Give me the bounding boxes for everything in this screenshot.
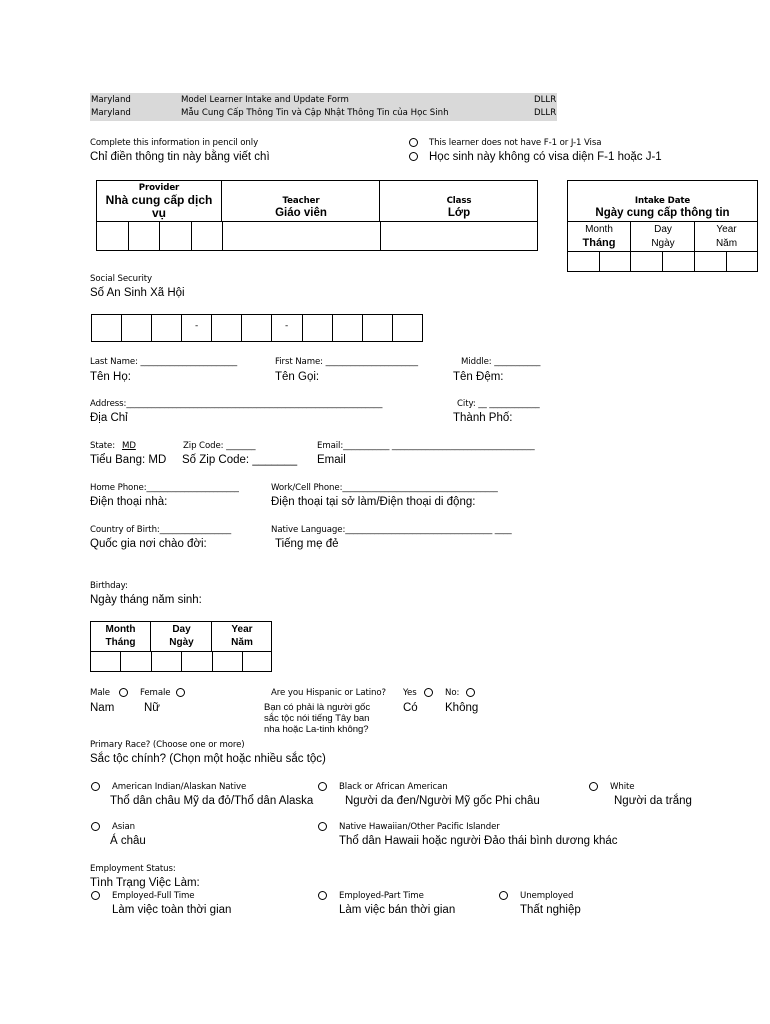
ssn-dash-2: - (285, 321, 289, 331)
address-label-vi: Địa Chỉ (90, 412, 128, 424)
birthday-day-en: Day (172, 624, 191, 635)
female-label-en: Female (140, 688, 171, 698)
employment-label-vi: Tình Trạng Việc Làm: (90, 877, 200, 889)
native-language-label-vi: Tiếng mẹ đẻ (275, 538, 339, 550)
provider-label-en: Provider (138, 183, 180, 193)
hispanic-question-vi-1: Bạn có phải là người gốc (264, 702, 371, 713)
race-black-vi: Người da đen/Người Mỹ gốc Phi châu (345, 795, 540, 807)
race-black-en: Black or African American (339, 782, 448, 792)
hispanic-no-vi: Không (445, 702, 479, 714)
email-label-vi: Email (317, 454, 346, 466)
race-black-radio[interactable] (318, 782, 327, 791)
race-white-vi: Người da trắng (614, 795, 692, 807)
header-title-vi: Mẫu Cung Cấp Thông Tin và Cập Nhật Thông Tin của Học Sinh (181, 108, 449, 118)
city-label-vi: Thành Phố: (453, 412, 513, 424)
birthday-month-header (90, 621, 151, 652)
provider-digit-4[interactable] (191, 221, 223, 251)
state-value[interactable]: MD (122, 441, 136, 451)
race-american-indian-vi: Thổ dân châu Mỹ da đỏ/Thổ dân Alaska (110, 795, 314, 807)
class-label-vi: Lớp (447, 207, 471, 219)
provider-digit-2[interactable] (128, 221, 160, 251)
birthday-label-vi: Ngày tháng năm sinh: (90, 594, 202, 606)
employment-label-en: Employment Status: (90, 864, 176, 874)
last-name-field[interactable]: Last Name: _______________________ (90, 357, 238, 367)
intake-day-vi: Ngày (651, 238, 675, 249)
home-phone-label-vi: Điện thoại nhà: (90, 496, 168, 508)
birthday-day-header (151, 621, 212, 652)
employment-part-time-radio[interactable] (318, 891, 327, 900)
instructions-en: Complete this information in pencil only (90, 138, 259, 148)
class-label-en: Class (446, 196, 472, 206)
intake-month-header (567, 221, 631, 252)
employment-full-time-vi: Làm việc toàn thời gian (112, 904, 232, 916)
last-name-label-vi: Tên Họ: (90, 371, 131, 383)
header-agency-en: DLLR (534, 95, 557, 105)
race-question-en: Primary Race? (Choose one or more) (90, 740, 245, 750)
intake-day-digit-2[interactable] (662, 251, 695, 272)
intake-year-vi: Năm (715, 238, 738, 249)
teacher-label-vi: Giáo viên (275, 207, 327, 219)
hispanic-yes-radio[interactable] (424, 688, 433, 697)
employment-part-time-vi: Làm việc bán thời gian (339, 904, 456, 916)
birthday-label-en: Birthday: (90, 581, 128, 591)
hispanic-question-vi-3: nha hoặc La-tinh không? (264, 724, 369, 735)
employment-part-time-en: Employed-Part Time (339, 891, 424, 901)
ssn-digit-1[interactable] (91, 314, 122, 342)
zip-field[interactable]: Zip Code: _______ (183, 441, 256, 451)
intake-date-header (567, 180, 758, 222)
native-language-field[interactable]: Native Language:___________________________________ ____ (271, 525, 512, 535)
birthday-year-en: Year (231, 624, 253, 635)
teacher-header (222, 180, 380, 222)
birthday-month-vi: Tháng (105, 637, 136, 648)
female-label-vi: Nữ (144, 702, 161, 714)
work-phone-label-vi: Điện thoại tại sở làm/Điện thoại di động: (271, 496, 476, 508)
intake-date-label-en: Intake Date (634, 196, 691, 206)
ssn-sep-2 (271, 314, 303, 342)
provider-digit-3[interactable] (159, 221, 192, 251)
intake-year-header (695, 221, 758, 252)
class-field[interactable] (380, 221, 538, 251)
race-american-indian-radio[interactable] (91, 782, 100, 791)
male-label-vi: Nam (90, 702, 115, 714)
intake-date-label-vi: Ngày cung cấp thông tin (595, 207, 730, 219)
first-name-field[interactable]: First Name: ______________________ (275, 357, 418, 367)
intake-year-digit-2[interactable] (726, 251, 758, 272)
provider-header (96, 180, 222, 222)
female-radio[interactable] (176, 688, 185, 697)
birthday-year-digit-2[interactable] (242, 651, 272, 672)
first-name-label-vi: Tên Gọi: (275, 371, 320, 383)
provider-digit-1[interactable] (96, 221, 129, 251)
visa-label-vi: Học sinh này không có visa diện F-1 hoặc J-1 (429, 151, 662, 163)
ssn-digit-5[interactable] (241, 314, 272, 342)
race-pacific-islander-en: Native Hawaiian/Other Pacific Islander (339, 822, 500, 832)
employment-unemployed-radio[interactable] (499, 891, 508, 900)
email-field[interactable]: Email:___________ __________________________________ (317, 441, 535, 451)
race-pacific-islander-vi: Thổ dân Hawaii hoặc người Đảo thái bình dương khác (339, 835, 618, 847)
employment-full-time-radio[interactable] (91, 891, 100, 900)
race-asian-en: Asian (112, 822, 135, 832)
header-state-en: Maryland (91, 95, 131, 105)
middle-name-label-vi: Tên Đệm: (453, 371, 504, 383)
birthday-month-digit-2[interactable] (120, 651, 152, 672)
ssn-digit-8[interactable] (362, 314, 393, 342)
header-agency-vi: DLLR (534, 108, 557, 118)
race-pacific-islander-radio[interactable] (318, 822, 327, 831)
ssn-label-en: Social Security (90, 274, 153, 284)
ssn-digit-3[interactable] (151, 314, 182, 342)
intake-day-header (631, 221, 695, 252)
race-asian-vi: Á châu (110, 835, 146, 847)
visa-radio[interactable] (409, 138, 418, 147)
birthday-day-vi: Ngày (169, 637, 194, 648)
zip-label-vi: Số Zip Code: _______ (182, 454, 298, 466)
teacher-label-en: Teacher (282, 196, 320, 206)
birthday-month-en: Month (105, 624, 136, 635)
visa-radio-vi[interactable] (409, 152, 418, 161)
hispanic-yes-vi: Có (403, 702, 418, 714)
address-field[interactable]: Address:_____________________________________________________________ (90, 399, 383, 409)
male-radio[interactable] (119, 688, 128, 697)
birthday-year-digit-1[interactable] (212, 651, 243, 672)
class-header (380, 180, 538, 222)
middle-name-field[interactable]: Middle: ___________ (461, 357, 541, 367)
birthday-year-vi: Năm (231, 637, 253, 648)
ssn-digit-4[interactable] (211, 314, 242, 342)
race-white-en: White (610, 782, 635, 792)
intake-month-en: Month (585, 224, 613, 235)
city-field[interactable]: City: __ ____________ (457, 399, 540, 409)
ssn-label-vi: Số An Sinh Xã Hội (90, 287, 185, 299)
provider-label-vi: Nhà cung cấp dịch vụ (105, 193, 213, 220)
intake-month-vi: Tháng (582, 237, 616, 249)
ssn-digit-7[interactable] (332, 314, 363, 342)
visa-label-en: This learner does not have F-1 or J-1 Visa (429, 138, 602, 148)
intake-month-digit-2[interactable] (599, 251, 631, 272)
birthday-month-digit-1[interactable] (90, 651, 121, 672)
race-american-indian-en: American Indian/Alaskan Native (112, 782, 247, 792)
race-white-radio[interactable] (589, 782, 598, 791)
ssn-sep-1 (181, 314, 212, 342)
male-label-en: Male (90, 688, 110, 698)
intake-month-digit-1[interactable] (567, 251, 600, 272)
birthday-day-digit-1[interactable] (151, 651, 182, 672)
state-label-vi: Tiểu Bang: MD (90, 454, 167, 466)
hispanic-no-radio[interactable] (466, 688, 475, 697)
hispanic-question-vi-2: sắc tộc nói tiếng Tây ban (264, 713, 370, 724)
hispanic-no-en: No: (445, 688, 460, 698)
intake-year-digit-1[interactable] (694, 251, 727, 272)
home-phone-field[interactable]: Home Phone:______________________ (90, 483, 239, 493)
ssn-dash-1: - (195, 321, 199, 331)
hispanic-question-en: Are you Hispanic or Latino? (271, 688, 387, 698)
intake-day-digit-1[interactable] (630, 251, 663, 272)
hispanic-yes-en: Yes (403, 688, 417, 698)
race-asian-radio[interactable] (91, 822, 100, 831)
birthday-year-header (212, 621, 272, 652)
country-of-birth-field[interactable]: Country of Birth:_________________ (90, 525, 232, 535)
form-header (90, 93, 557, 121)
ssn-digit-9[interactable] (392, 314, 423, 342)
ssn-digit-6[interactable] (302, 314, 333, 342)
instructions-vi: Chỉ điền thông tin này bằng viết chì (90, 151, 270, 163)
header-state-vi: Maryland (91, 108, 131, 118)
employment-unemployed-vi: Thất nghiệp (520, 904, 581, 916)
teacher-field[interactable] (222, 221, 381, 251)
birthday-day-digit-2[interactable] (181, 651, 213, 672)
header-title-en: Model Learner Intake and Update Form (181, 95, 349, 105)
country-of-birth-label-vi: Quốc gia nơi chào đời: (90, 538, 207, 550)
employment-full-time-en: Employed-Full Time (112, 891, 195, 901)
work-phone-field[interactable]: Work/Cell Phone:_____________________________________ (271, 483, 498, 493)
race-question-vi: Sắc tộc chính? (Chọn một hoặc nhiều sắc tộc) (90, 753, 326, 765)
intake-year-en: Year (716, 224, 737, 235)
state-label-en: State: (90, 441, 116, 451)
intake-day-en: Day (654, 224, 672, 235)
ssn-digit-2[interactable] (121, 314, 152, 342)
employment-unemployed-en: Unemployed (520, 891, 574, 901)
